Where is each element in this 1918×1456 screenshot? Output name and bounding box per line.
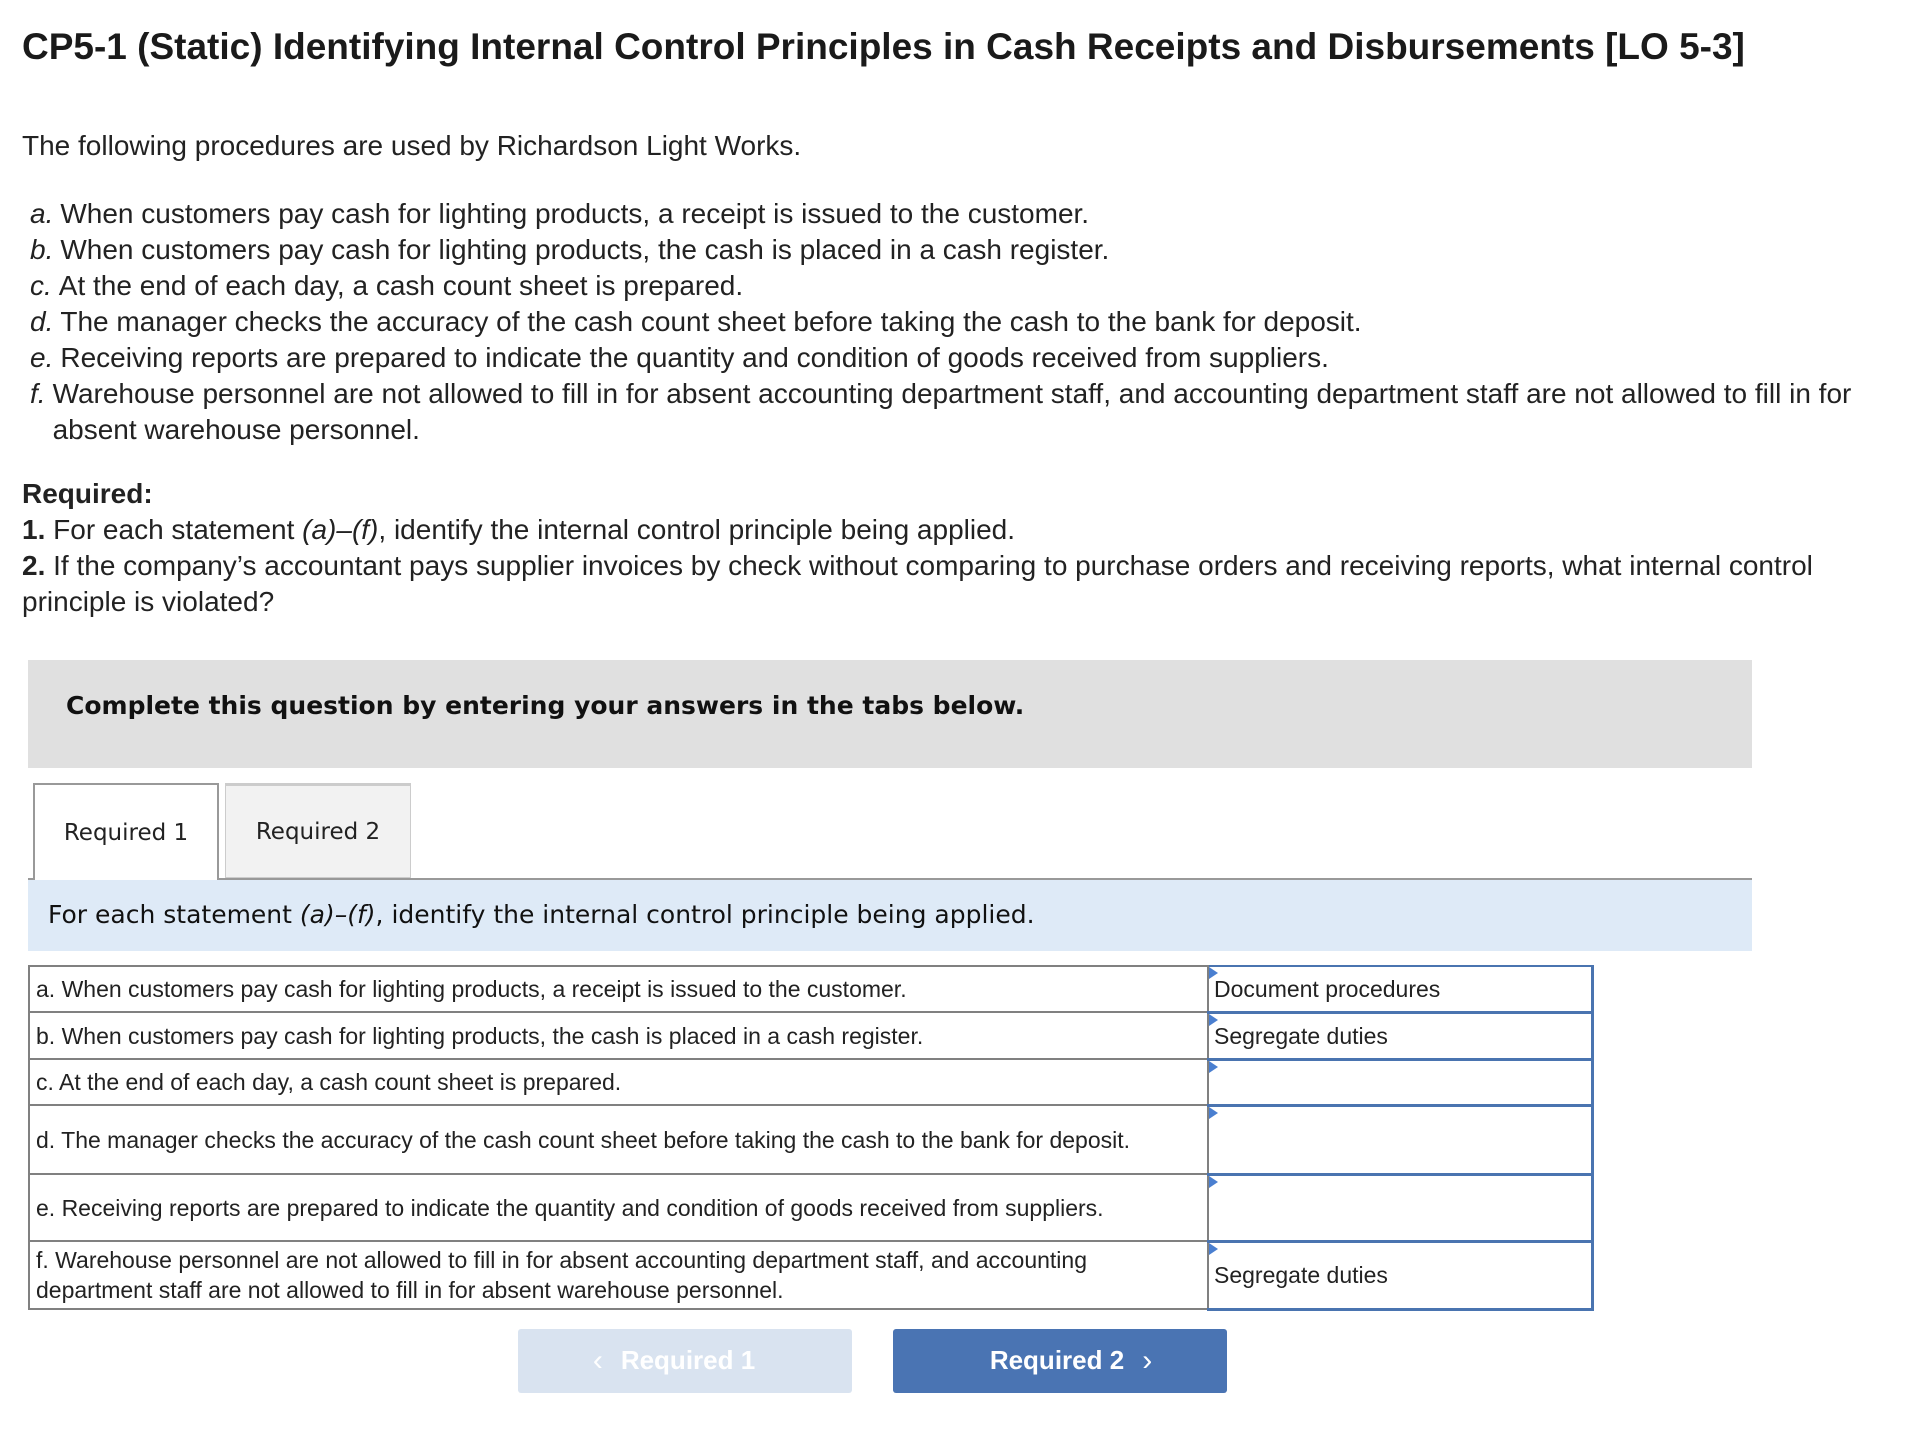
answer-dropdown[interactable]: Segregate duties [1208, 1241, 1593, 1309]
statement-text: Receiving reports are prepared to indicate the quantity and condition of goods received from suppliers. [60, 342, 1329, 373]
instruction-box [28, 660, 1752, 768]
tab-required-2[interactable]: Required 2 [225, 783, 411, 878]
answer-dropdown[interactable] [1208, 1174, 1593, 1241]
table-row [29, 1241, 1593, 1309]
statement-letter: f. [30, 378, 46, 409]
item-number: 1. [22, 514, 46, 545]
tab-bar [28, 783, 1752, 880]
statement-text: Warehouse personnel are not allowed to fill in for absent accounting department staff, and accounting department staff are not allowed to fill in for absent warehouse personnel. [52, 378, 1852, 445]
prev-button[interactable] [518, 1329, 852, 1393]
statement-text: When customers pay cash for lighting products, the cash is placed in a cash register. [60, 234, 1110, 265]
statement-cell: a. When customers pay cash for lighting products, a receipt is issued to the customer. [29, 966, 1208, 1012]
statement-f [30, 376, 1870, 448]
required-item-2 [22, 548, 1892, 620]
item-text: If the company’s accountant pays supplier invoices by check without comparing to purchase orders and receiving reports, what internal control principle is violated? [22, 550, 1813, 617]
answer-dropdown[interactable]: Document procedures [1208, 966, 1593, 1012]
statement-list [30, 196, 1870, 448]
intro-text: The following procedures are used by Richardson Light Works. [22, 130, 802, 161]
item-italic: (a)–(f) [302, 514, 379, 545]
statement-cell: d. The manager checks the accuracy of the cash count sheet before taking the cash to the bank for deposit. [29, 1105, 1208, 1174]
statement-text: When customers pay cash for lighting products, a receipt is issued to the customer. [60, 198, 1090, 229]
prev-label: Required 1 [620, 1345, 756, 1375]
statement-d [30, 304, 1870, 340]
statement-e [30, 340, 1870, 376]
required-item-1 [22, 512, 1892, 548]
item-text: For each statement [45, 514, 303, 545]
required-heading: Required: [22, 478, 153, 509]
nav-buttons [518, 1329, 1918, 1393]
statement-b [30, 232, 1870, 268]
answer-table [28, 965, 1594, 1311]
answer-dropdown[interactable]: Segregate duties [1208, 1012, 1593, 1059]
statement-letter: a. [30, 198, 54, 229]
page-title: CP5-1 (Static) Identifying Internal Control Principles in Cash Receipts and Disbursements [LO 5-3] [22, 26, 1745, 67]
table-row [29, 1059, 1593, 1105]
answer-dropdown[interactable] [1208, 1105, 1593, 1174]
item-number: 2. [22, 550, 46, 581]
next-button[interactable] [893, 1329, 1227, 1393]
statement-letter: c. [30, 270, 52, 301]
statement-cell: b. When customers pay cash for lighting products, the cash is placed in a cash register. [29, 1012, 1208, 1059]
required-section [22, 476, 1892, 620]
tab-instruction-band [28, 880, 1752, 951]
table-row [29, 966, 1593, 1012]
statement-letter: d. [30, 306, 54, 337]
tab-instruction [48, 900, 1035, 929]
statement-cell: e. Receiving reports are prepared to indicate the quantity and condition of goods received from suppliers. [29, 1174, 1208, 1241]
statement-letter: e. [30, 342, 54, 373]
tab-required-1[interactable]: Required 1 [33, 783, 219, 880]
band-text-end: , identify the internal control principle being applied. [375, 900, 1035, 929]
statement-cell: c. At the end of each day, a cash count sheet is prepared. [29, 1059, 1208, 1105]
statement-a [30, 196, 1870, 232]
band-text: For each statement [48, 900, 300, 929]
statement-c [30, 268, 1870, 304]
table-row [29, 1105, 1593, 1174]
instruction-text: Complete this question by entering your answers in the tabs below. [66, 691, 1025, 720]
statement-cell: f. Warehouse personnel are not allowed to fill in for absent accounting department staff, and accounting department staff are not allowed to fill in for absent warehouse personnel. [29, 1241, 1208, 1309]
chevron-left-icon: ‹ [592, 1343, 603, 1377]
next-label: Required 2 [989, 1345, 1125, 1375]
table-row [29, 1174, 1593, 1241]
statement-text: The manager checks the accuracy of the cash count sheet before taking the cash to the bank for deposit. [60, 306, 1362, 337]
statement-letter: b. [30, 234, 54, 265]
band-italic: (a)–(f) [299, 900, 376, 929]
table-row [29, 1012, 1593, 1059]
chevron-right-icon: › [1142, 1343, 1153, 1377]
statement-text: At the end of each day, a cash count sheet is prepared. [58, 270, 744, 301]
answer-dropdown[interactable] [1208, 1059, 1593, 1105]
item-text-end: , identify the internal control principle being applied. [378, 514, 1016, 545]
